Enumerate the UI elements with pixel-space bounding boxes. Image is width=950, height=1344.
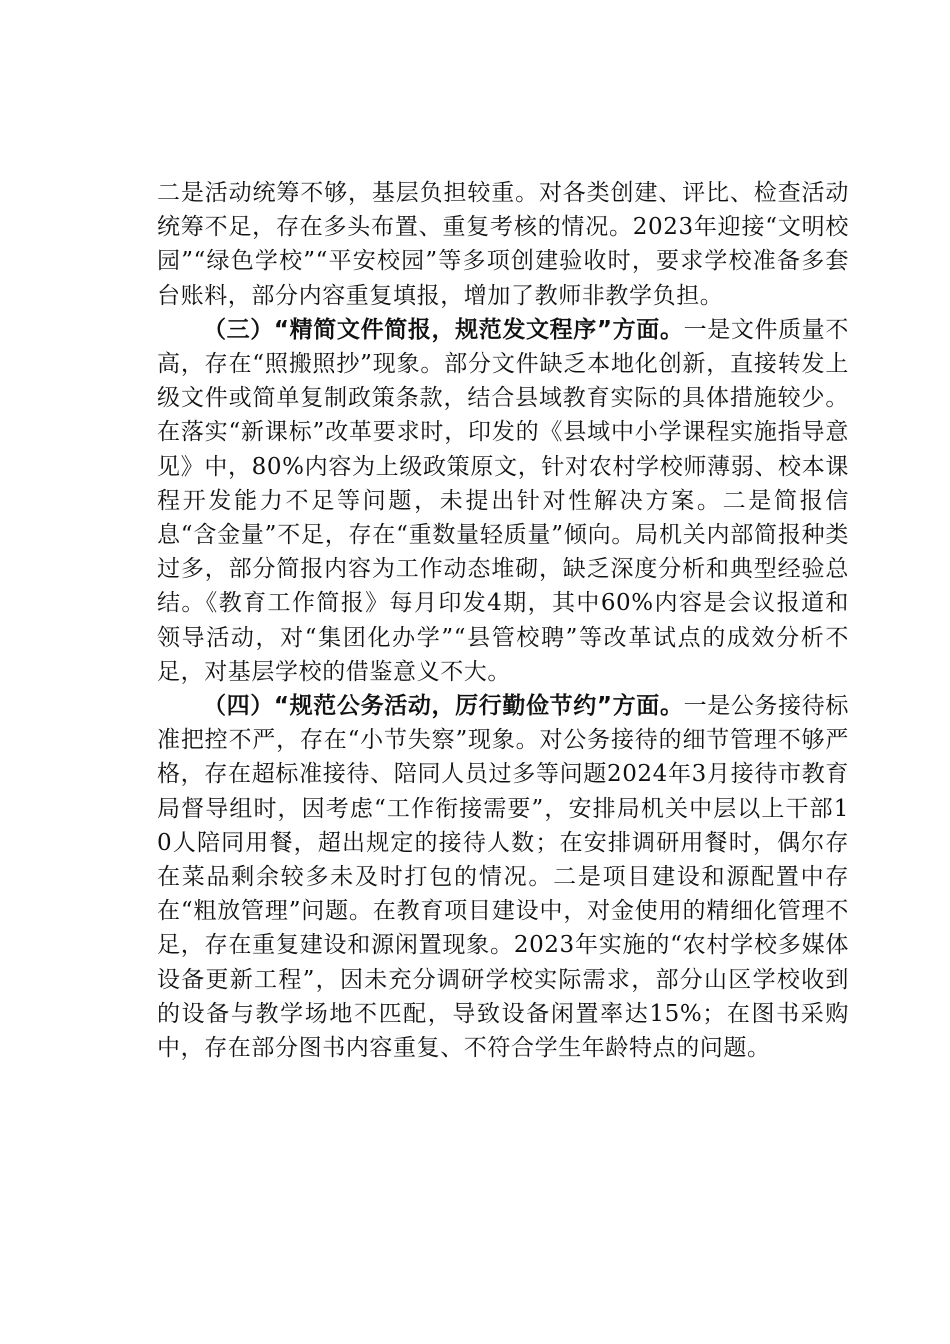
paragraph-activity-coordination: [157, 176, 849, 313]
paragraph-text: 一是公务接待标准把控不严，存在“小节失察”现象。对公务接待的细节管理不够严格，存在超标准接待、陪同人员过多等问题2024年3月接待市教育局督导组时，因考虑“工作衔接需要”，安排局机关中层以上干部10人陪同用餐，超出规定的接待人数；在安排调研用餐时，偶尔存在菜品剩余较多未及时打包的情况。二是项目建设和源配置中存在“粗放管理”问题。在教育项目建设中，对金使用的精细化管理不足，存在重复建设和源闲置现象。2023年实施的“农村学校多媒体设备更新工程”，因未充分调研学校实际需求，部分山区学校收到的设备与教学场地不匹配，导致设备闲置率达15%；在图书采购中，存在部分图书内容重复、不符合学生年龄特点的问题。: [157, 693, 849, 1062]
paragraph-section-four: [157, 689, 849, 1065]
paragraph-section-three: [157, 313, 849, 689]
document-body: [157, 176, 849, 1065]
section-heading-four: （四）“规范公务活动，厉行勤俭节约”方面。: [203, 693, 684, 720]
section-heading-three: （三）“精简文件简报，规范发文程序”方面。: [203, 316, 684, 343]
paragraph-text: 一是文件质量不高，存在“照搬照抄”现象。部分文件缺乏本地化创新，直接转发上级文件或简单复制政策条款，结合县域教育实际的具体措施较少。在落实“新课标”改革要求时，印发的《县域中小学课程实施指导意见》中，80%内容为上级政策原文，针对农村学校师薄弱、校本课程开发能力不足等问题，未提出针对性解决方案。二是简报信息“含金量”不足，存在“重数量轻质量”倾向。局机关内部简报种类过多，部分简报内容为工作动态堆砌，缺乏深度分析和典型经验总结。《教育工作简报》每月印发4期，其中60%内容是会议报道和领导活动，对“集团化办学”“县管校聘”等改革试点的成效分析不足，对基层学校的借鉴意义不大。: [157, 316, 849, 685]
paragraph-text: 二是活动统筹不够，基层负担较重。对各类创建、评比、检查活动统筹不足，存在多头布置、重复考核的情况。2023年迎接“文明校园”“绿色学校”“平安校园”等多项创建验收时，要求学校准备多套台账料，部分内容重复填报，增加了教师非教学负担。: [157, 180, 849, 309]
